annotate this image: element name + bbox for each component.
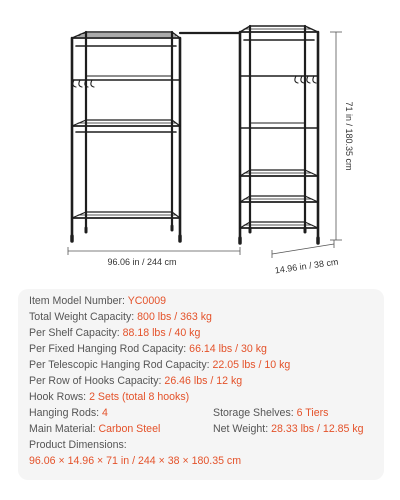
spec-storage-shelves (213, 406, 328, 421)
spec-panel (18, 289, 384, 480)
spec-hook-rows (29, 390, 189, 405)
spec-label: Per Shelf Capacity: (29, 327, 123, 339)
spec-label: Per Telescopic Hanging Rod Capacity: (29, 359, 213, 371)
spec-value: 66.14 lbs / 30 kg (189, 343, 267, 355)
width-dimension-label: 96.06 in / 244 cm (107, 257, 177, 267)
spec-label: Total Weight Capacity: (29, 311, 138, 323)
spec-material (29, 422, 160, 437)
spec-value: 4 (102, 407, 108, 419)
spec-value: 96.06 × 14.96 × 71 in / 244 × 38 × 180.35 cm (29, 455, 242, 467)
spec-label: Per Row of Hooks Capacity: (29, 375, 165, 387)
spec-total-weight (29, 310, 212, 325)
spec-value: 28.33 lbs / 12.85 kg (271, 423, 364, 435)
spec-per-shelf (29, 326, 200, 341)
spec-label: Item Model Number: (29, 295, 128, 307)
spec-label: Per Fixed Hanging Rod Capacity: (29, 343, 190, 355)
spec-value: 26.46 lbs / 12 kg (164, 375, 243, 387)
spec-value: 6 Tiers (296, 407, 329, 419)
spec-hanging-rods (29, 406, 108, 421)
spec-product-dimensions-label (29, 438, 127, 453)
spec-label: Hook Rows: (29, 391, 90, 403)
spec-telescopic-rod (29, 358, 290, 373)
spec-value: 88.18 lbs / 40 kg (122, 327, 201, 339)
spec-hooks-capacity (29, 374, 242, 389)
spec-value: YC0009 (127, 295, 167, 307)
spec-label: Net Weight: (213, 423, 272, 435)
spec-model (29, 294, 166, 309)
spec-value: 22.05 lbs / 10 kg (212, 359, 291, 371)
spec-label: Hanging Rods: (29, 407, 103, 419)
spec-label: Storage Shelves: (213, 407, 297, 419)
spec-label: Product Dimensions: (29, 439, 127, 451)
height-dimension-label: 71 in / 180.35 cm (344, 101, 354, 171)
depth-dimension-label: 14.96 in / 38 cm (274, 256, 339, 276)
spec-product-dimensions-value (29, 454, 241, 469)
spec-label: Main Material: (29, 423, 99, 435)
spec-fixed-rod (29, 342, 267, 357)
spec-net-weight (213, 422, 364, 437)
spec-value: Carbon Steel (98, 423, 161, 435)
spec-value: 800 lbs / 363 kg (137, 311, 212, 323)
spec-value: 2 Sets (total 8 hooks) (89, 391, 190, 403)
